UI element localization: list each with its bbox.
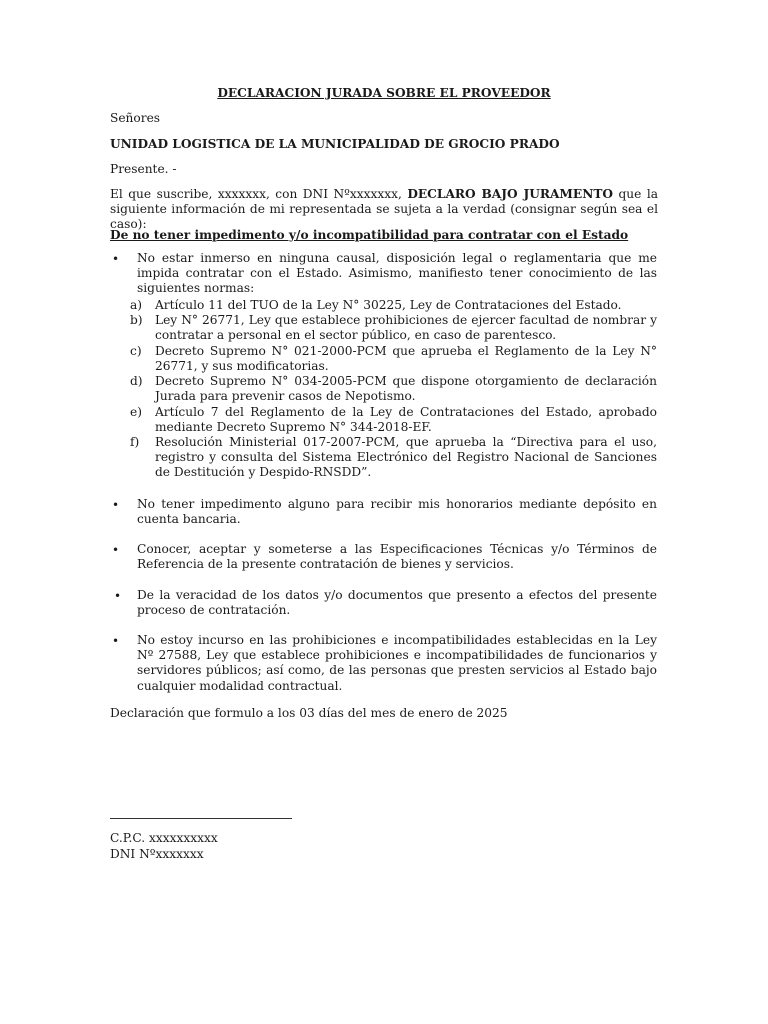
- bullet-item-4: De la veracidad de los datos y/o documentos que presento a efectos del presente proceso de contratación.: [137, 588, 657, 618]
- bullet-item-5: No estoy incurso en las prohibiciones e incompatibilidades establecidas en la Ley Nº 27588, Ley que establece prohibiciones e incompatibilidades de funcionarios y servidores públicos; así como, de las personas que presten servicios al Estado bajo cualquier modalidad contractual.: [137, 633, 657, 693]
- norm-item-b: Ley N° 26771, Ley que establece prohibiciones de ejercer facultad de nombrar y contratar a personal en el sector público, en caso de parentesco.: [155, 313, 657, 343]
- closing-statement: Declaración que formulo a los 03 días del mes de enero de 2025: [110, 706, 508, 720]
- bullet-marker: •: [112, 543, 120, 557]
- norm-letter-c: c): [130, 344, 142, 358]
- salutation: Señores: [110, 111, 161, 125]
- signatory-name: C.P.C. xxxxxxxxxx: [110, 831, 218, 845]
- signatory-dni: DNI Nºxxxxxxx: [110, 847, 204, 861]
- document-title: DECLARACION JURADA SOBRE EL PROVEEDOR: [217, 86, 551, 100]
- recipient: UNIDAD LOGISTICA DE LA MUNICIPALIDAD DE GROCIO PRADO: [110, 137, 560, 151]
- bullet-marker: •: [114, 589, 122, 603]
- signature-line: [110, 818, 292, 819]
- intro-text-1: El que suscribe, xxxxxxx, con DNI Nºxxxxxxx,: [110, 187, 408, 201]
- norm-item-c: Decreto Supremo N° 021-2000-PCM que aprueba el Reglamento de la Ley N° 26771, y sus modificatorias.: [155, 344, 657, 374]
- intro-paragraph: [110, 187, 658, 233]
- norm-item-f: Resolución Ministerial 017-2007-PCM, que aprueba la “Directiva para el uso, registro y consulta del Sistema Electrónico del Registro Nacional de Sanciones de Destitución y Despido-RNSDD”.: [155, 435, 657, 480]
- section-heading: [110, 228, 658, 243]
- intro-bold: DECLARO BAJO JURAMENTO: [407, 187, 614, 201]
- bullet-marker: •: [112, 498, 120, 512]
- bullet-item-1: No estar inmerso en ninguna causal, disposición legal o reglamentaria que me impida contratar con el Estado. Asimismo, manifiesto tener conocimiento de las siguientes normas:: [137, 251, 657, 296]
- bullet-marker: •: [112, 252, 120, 266]
- presente-line: Presente. -: [110, 162, 177, 176]
- norm-item-e: Artículo 7 del Reglamento de la Ley de Contrataciones del Estado, aprobado mediante Decreto Supremo N° 344-2018-EF.: [155, 405, 657, 435]
- section-heading-text: De no tener impedimento y/o incompatibilidad para contratar con el Estado: [110, 228, 629, 242]
- norm-letter-f: f): [130, 435, 140, 449]
- norm-item-a: Artículo 11 del TUO de la Ley N° 30225, Ley de Contrataciones del Estado.: [155, 298, 622, 312]
- norm-letter-a: a): [130, 298, 143, 312]
- bullet-item-2: No tener impedimento alguno para recibir mis honorarios mediante depósito en cuenta bancaria.: [137, 497, 657, 527]
- norm-letter-e: e): [130, 405, 142, 419]
- bullet-marker: •: [112, 634, 120, 648]
- norm-letter-b: b): [130, 313, 143, 327]
- intro-text-2: que la siguiente información de mi representada se sujeta a la verdad (consignar según sea el caso):: [110, 187, 658, 232]
- norm-letter-d: d): [130, 374, 143, 388]
- norm-item-d: Decreto Supremo N° 034-2005-PCM que dispone otorgamiento de declaración Jurada para prevenir casos de Nepotismo.: [155, 374, 657, 404]
- bullet-item-3: Conocer, aceptar y someterse a las Especificaciones Técnicas y/o Términos de Referencia de la presente contratación de bienes y servicios.: [137, 542, 657, 572]
